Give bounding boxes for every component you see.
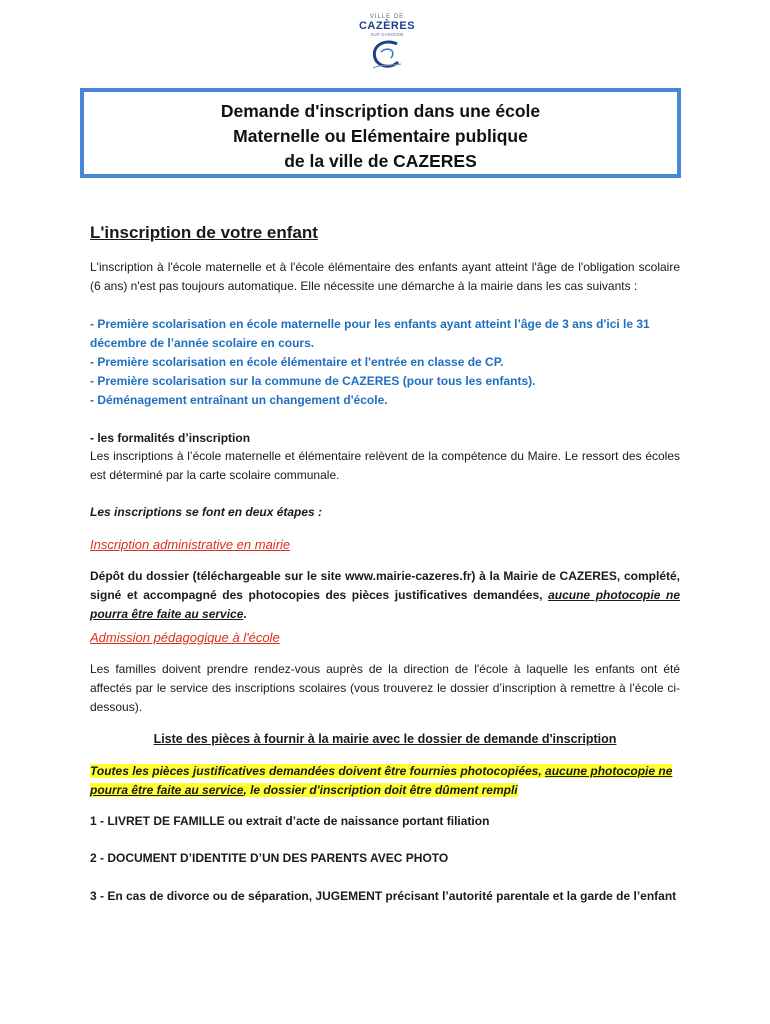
pieces-heading: Liste des pièces à fournir à la mairie avec le dossier de demande d'inscription <box>153 732 617 746</box>
formalites-text: Les inscriptions à l’école maternelle et élémentaire relèvent de la compétence du Maire. Le ressort des écoles est déterminé par la carte scolaire communale. <box>90 449 680 482</box>
title-line-1: Demande d'inscription dans une école <box>220 101 541 121</box>
logo-tagline: SUR GARONNE <box>370 32 404 37</box>
highlight-part-3: , le dossier d'inscription doit être dûment rempli <box>243 783 518 797</box>
step2-text: Les familles doivent prendre rendez-vous auprès de la direction de l'école à laquelle les enfants ont été affectés par le service des inscriptions scolaires (vous trouverez le dossier d’inscription à remettre à l’école ci-dessous). <box>90 662 680 714</box>
highlight-part-1: Toutes les pièces justificatives demandées doivent être fournies photocopiées, <box>90 764 546 778</box>
highlight-part-2: aucune photocopie ne pourra être faite au service <box>90 764 673 797</box>
formalites-label: - les formalités d’inscription <box>90 431 251 445</box>
highlight-notice <box>90 762 680 800</box>
case-item-1: - Première scolarisation en école maternelle pour les enfants ayant atteint l’âge de 3 ans d'ici le 31 décembre de l’année scolaire en cours. <box>90 317 650 350</box>
logo-emblem-icon <box>367 38 407 72</box>
step1-emphasis: aucune photocopie ne pourra être faite au service <box>90 588 680 621</box>
piece-item-3: 3 - En cas de divorce ou de séparation, JUGEMENT précisant l’autorité parentale et la garde de l’enfant <box>90 889 677 903</box>
intro-paragraph: L'inscription à l'école maternelle et à l'école élémentaire des enfants ayant atteint l'âge de l'obligation scolaire (6 ans) n'est pas toujours automatique. Elle nécessite une démarche à la mairie dans les cas suivants : <box>90 260 680 293</box>
title-line-2: Maternelle ou Elémentaire publique <box>233 126 528 146</box>
piece-item-2: 2 - DOCUMENT D’IDENTITE D’UN DES PARENTS AVEC PHOTO <box>90 851 449 865</box>
highlight-text <box>90 764 672 797</box>
case-item-4: - Déménagement entraînant un changement d'école. <box>90 393 388 407</box>
case-item-2: - Première scolarisation en école élémentaire et l'entrée en classe de CP. <box>90 355 504 369</box>
case-item-3: - Première scolarisation sur la commune de CAZERES (pour tous les enfants). <box>90 374 536 388</box>
etapes-heading: Les inscriptions se font en deux étapes : <box>90 505 323 519</box>
document-title-box <box>80 88 681 178</box>
logo-town-name: CAZÈRES <box>358 20 416 32</box>
step1-heading: Inscription administrative en mairie <box>90 537 291 552</box>
cases-list <box>90 315 680 410</box>
logo-small-text: VILLE DE <box>369 14 405 20</box>
step1-end: . <box>243 607 247 621</box>
step1-body: Dépôt du dossier (téléchargeable sur le site www.mairie-cazeres.fr) à la Mairie de CAZERES, complété, signé et accompagné des photocopies des pièces justificatives demandées, <box>90 569 680 602</box>
title-line-3: de la ville de CAZERES <box>284 151 477 171</box>
piece-item-1: 1 - LIVRET DE FAMILLE ou extrait d’acte de naissance portant filiation <box>90 814 490 828</box>
step2-heading: Admission pédagogique à l'école <box>90 630 280 645</box>
step1-text <box>90 567 680 624</box>
section-heading: L'inscription de votre enfant <box>90 223 318 242</box>
town-logo <box>356 14 418 78</box>
